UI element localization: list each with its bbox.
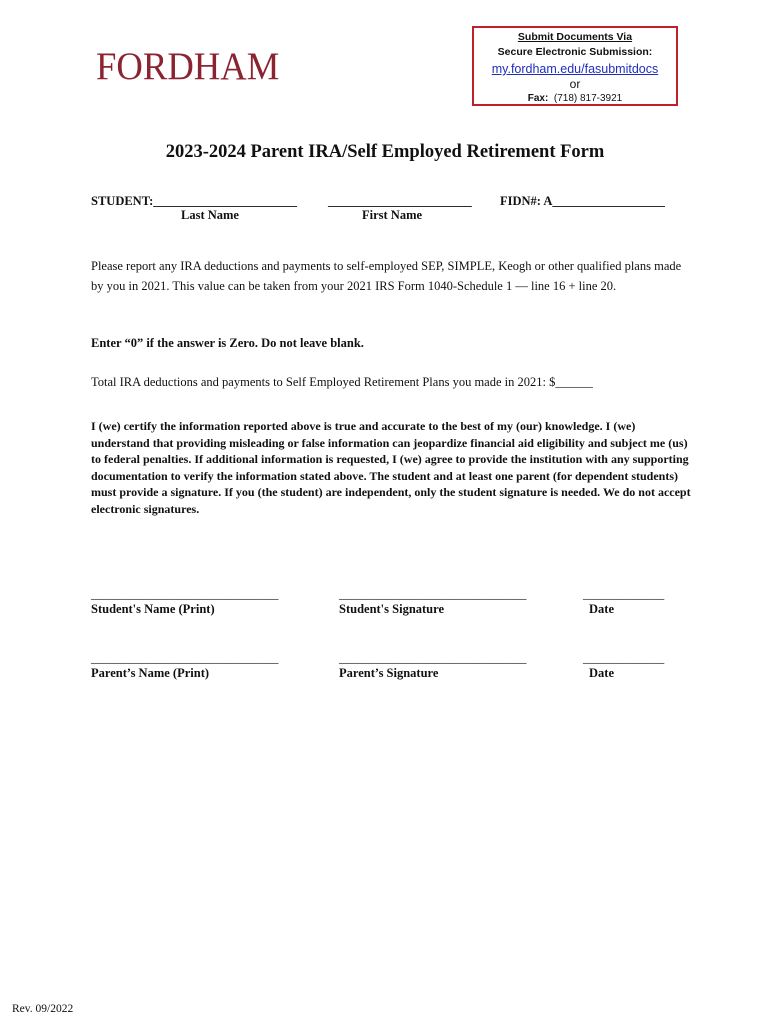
instruction-line-1: Please report any IRA deductions and payments to self-employed SEP, SIMPLE, Keogh or other qualified plans made [91,259,682,273]
zero-note: Enter “0” if the answer is Zero. Do not leave blank. [91,336,364,350]
student-date-line[interactable]: _____________ [583,587,665,601]
parent-date-label: Date [589,666,614,680]
certification-text: I (we) certify the information reported above is true and accurate to the best of my (our) knowledge. I (we) understand that providing misleading or false information can jeopardize financial aid eligibility and subject me (us) to federal penalties. If additional information is requested, I (we) agree to provide the institution with any supporting documentation to verify the information stated above. The student and at least one parent (for dependent students) must provide a signature. If you (the student) are independent, only the student signature is needed. We do not accept electronic signatures. [91,419,691,516]
form-title: 2023-2024 Parent IRA/Self Employed Retirement Form [165,142,605,162]
fidn-field[interactable]: FIDN#: A__________________ [500,194,665,208]
student-date-label: Date [589,602,614,616]
parent-name-label: Parent’s Name (Print) [91,666,210,680]
fax-info [474,93,676,104]
parent-signature-label: Parent’s Signature [339,666,439,680]
total-ira-question[interactable]: Total IRA deductions and payments to Self Employed Retirement Plans you made in 2021: $______ [91,375,593,389]
submit-link[interactable]: my.fordham.edu/fasubmitdocs [491,62,659,76]
fordham-logo: FORDHAM [96,45,280,88]
student-signature-line[interactable]: ______________________________ [339,587,527,601]
instruction-line-2: by you in 2021. This value can be taken from your 2021 IRS Form 1040-Schedule 1 — line 16 + line 20. [91,279,617,293]
submit-documents-box [472,26,678,106]
revision-date: Rev. 09/2022 [12,1003,74,1015]
student-name-line[interactable]: ______________________________ [91,587,279,601]
student-name-field[interactable]: STUDENT:_______________________ [91,194,298,208]
fax-number: (718) 817-3921 [553,93,623,104]
parent-date-line[interactable]: _____________ [583,651,665,665]
first-name-caption: First Name [362,208,423,222]
parent-signature-line[interactable]: ______________________________ [339,651,527,665]
submit-method: Secure Electronic Submission: [497,46,653,58]
fax-label: Fax: [527,93,549,104]
student-name-label: Student's Name (Print) [91,602,215,616]
or-text: or [569,77,581,91]
first-name-field[interactable]: _______________________ [328,194,472,208]
student-signature-label: Student's Signature [339,602,445,616]
last-name-caption: Last Name [181,208,239,222]
submit-title: Submit Documents Via [517,31,633,43]
parent-name-line[interactable]: ______________________________ [91,651,279,665]
